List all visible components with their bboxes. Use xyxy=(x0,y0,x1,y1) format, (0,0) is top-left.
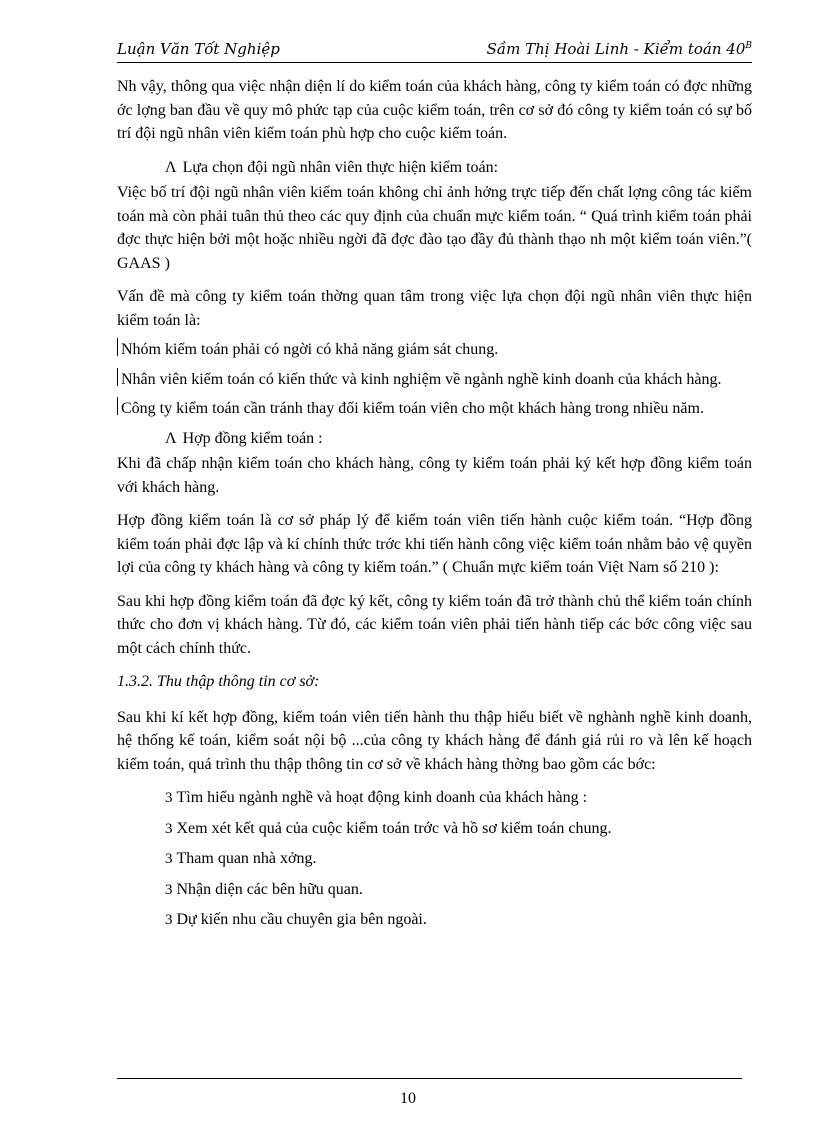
paragraph-intro: Nh vậy, thông qua việc nhận diện lí do kiểm toán của khách hàng, công ty kiểm toán có đợc những ớc lợng ban đầu về quy mô phức tạp của cuộc kiểm toán, trên cơ sở đó công ty kiểm toán có sự bố trí đội ngũ nhân viên kiểm toán phù hợp cho cuộc kiểm toán. xyxy=(117,78,752,142)
step-marker-icon: 3 xyxy=(165,851,173,867)
list-item xyxy=(165,847,752,872)
bullet-text: Nhóm kiểm toán phải có ngời có khả năng giám sát chung. xyxy=(121,341,499,358)
step-list xyxy=(117,786,752,933)
bullet-item xyxy=(117,368,752,392)
caret-icon: Λ xyxy=(165,429,177,447)
document-body xyxy=(117,75,752,939)
footer-divider xyxy=(117,1078,742,1079)
caret-icon: Λ xyxy=(165,158,177,176)
step-marker-icon: 3 xyxy=(165,820,173,837)
subheading-team-selection xyxy=(117,156,752,180)
bar-icon xyxy=(117,368,118,386)
list-item xyxy=(165,786,752,811)
page-header xyxy=(117,40,752,63)
step-text: Nhận diện các bên hữu quan. xyxy=(176,880,363,898)
step-marker-icon: 3 xyxy=(165,790,173,806)
paragraph-team-arrangement: Việc bố trí đội ngũ nhân viên kiểm toán không chỉ ảnh hởng trực tiếp đến chất lợng công tác kiểm toán mà còn phải tuân thủ theo các quy định của chuẩn mực kiểm toán. “ Quá trình kiểm toán phải đợc thực hiện bởi một hoặc nhiều ngời đã đợc đào tạo đầy đủ thành thạo nh một kiểm toán viên.”( GAAS ) xyxy=(117,184,752,272)
list-item xyxy=(165,817,752,842)
header-thesis-title: Luận Văn Tốt Nghiệp xyxy=(117,40,280,58)
subheading-text: Hợp đồng kiểm toán : xyxy=(182,429,323,447)
paragraph-contract-signing: Khi đã chấp nhận kiểm toán cho khách hàng, công ty kiểm toán phải ký kết hợp đồng kiểm toán với khách hàng. xyxy=(117,455,752,496)
header-author-name: Sầm Thị Hoài Linh - Kiểm toán 40 xyxy=(486,40,746,58)
list-item xyxy=(165,908,752,933)
bullet-text: Nhân viên kiểm toán có kiến thức và kinh nghiệm về ngành nghề kinh doanh của khách hàng. xyxy=(121,370,722,388)
subheading-text: Lựa chọn đội ngũ nhân viên thực hiện kiểm toán: xyxy=(182,158,499,176)
header-author xyxy=(487,40,752,58)
step-marker-icon: 3 xyxy=(165,912,173,928)
paragraph-concerns: Vấn đề mà công ty kiểm toán thờng quan tâm trong việc lựa chọn đội ngũ nhân viên thực hiện kiểm toán là: xyxy=(117,288,752,329)
step-text: Xem xét kết quả của cuộc kiểm toán trớc và hồ sơ kiểm toán chung. xyxy=(176,819,612,837)
section-heading: 1.3.2. Thu thập thông tin cơ sở: xyxy=(117,673,320,690)
step-text: Tìm hiểu ngành nghề và hoạt động kinh doanh của khách hàng : xyxy=(176,789,588,806)
page-number: 10 xyxy=(400,1090,416,1107)
bar-icon xyxy=(117,338,118,356)
paragraph-contract-basis: Hợp đồng kiểm toán là cơ sở pháp lý để kiểm toán viên tiến hành cuộc kiểm toán. “Hợp đồng kiểm toán phải đợc lập và kí chính thức trớc khi tiến hành công việc kiểm toán nhằm bảo vệ quyền lợi của công ty khách hàng và công ty kiểm toán.” ( Chuẩn mực kiểm toán Việt Nam số 210 ): xyxy=(117,512,752,576)
bar-icon xyxy=(117,397,118,415)
list-item xyxy=(165,878,752,903)
step-text: Tham quan nhà xởng. xyxy=(176,850,317,867)
subheading-contract xyxy=(117,427,752,451)
bullet-item xyxy=(117,397,752,421)
paragraph-after-contract: Sau khi hợp đồng kiểm toán đã đợc ký kết, công ty kiểm toán đã trở thành chủ thể kiểm toán chính thức cho đơn vị khách hàng. Từ đó, các kiểm toán viên phải tiến hành tiếp các bớc công việc sau một cách chính thức. xyxy=(117,592,752,657)
step-text: Dự kiến nhu cầu chuyên gia bên ngoài. xyxy=(176,911,427,928)
bullet-text: Công ty kiểm toán cần tránh thay đổi kiểm toán viên cho một khách hàng trong nhiều năm. xyxy=(121,400,704,417)
header-class-superscript: B xyxy=(745,41,752,51)
paragraph-info-gathering: Sau khi kí kết hợp đồng, kiểm toán viên tiến hành thu thập hiểu biết về nghành nghề kinh doanh, hệ thống kế toán, kiểm soát nội bộ ...của công ty khách hàng để đánh giá rủi ro và lên kế hoạch kiểm toán, quá trình thu thập thông tin cơ sở về khách hàng thờng bao gồm các bớc: xyxy=(117,708,752,773)
step-marker-icon: 3 xyxy=(165,881,173,898)
bullet-item xyxy=(117,338,752,362)
